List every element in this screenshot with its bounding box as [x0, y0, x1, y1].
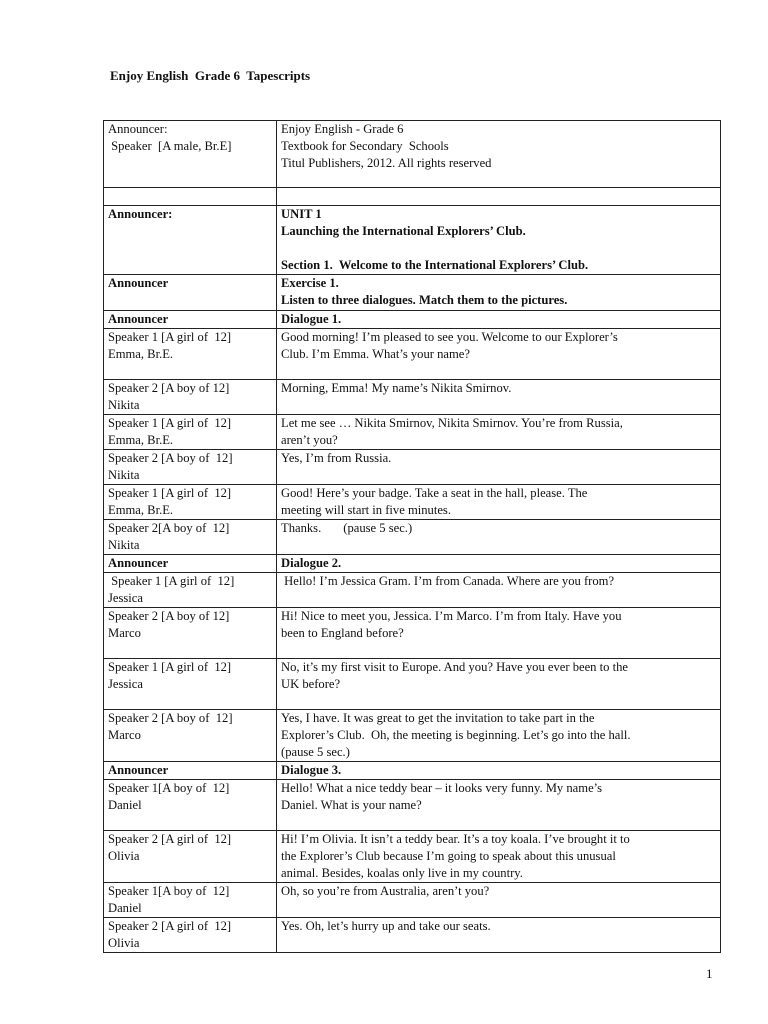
speaker-cell	[104, 555, 277, 573]
dialogue-line: Dialogue 1.	[281, 312, 342, 326]
dialogue-line: UNIT 1	[281, 207, 322, 221]
speaker-line	[108, 188, 272, 205]
document-title: Enjoy English Grade 6 Tapescripts	[110, 68, 311, 83]
dialogue-cell	[277, 710, 721, 762]
speaker-cell	[104, 883, 277, 918]
dialogue-cell	[277, 380, 721, 415]
dialogue-cell	[277, 762, 721, 780]
script-row	[104, 520, 721, 555]
dialogue-line: No, it’s my first visit to Europe. And you? Have you ever been to the	[281, 660, 628, 674]
speaker-line: Jessica	[108, 591, 143, 605]
speaker-cell	[104, 415, 277, 450]
script-row	[104, 206, 721, 275]
dialogue-line: Launching the International Explorers’ Club.	[281, 224, 526, 238]
script-row	[104, 555, 721, 573]
tapescript-table	[103, 120, 721, 953]
speaker-line: Speaker 1[A boy of 12]	[108, 781, 230, 795]
dialogue-line: UK before?	[281, 677, 341, 691]
page-number: 1	[706, 966, 713, 981]
dialogue-line: Club. I’m Emma. What’s your name?	[281, 347, 470, 361]
dialogue-line: Hi! Nice to meet you, Jessica. I’m Marco. I’m from Italy. Have you	[281, 609, 622, 623]
speaker-line: Speaker 2 [A girl of 12]	[108, 919, 232, 933]
dialogue-cell	[277, 573, 721, 608]
dialogue-line	[281, 240, 716, 257]
speaker-line: Speaker [A male, Br.E]	[108, 139, 232, 153]
speaker-cell	[104, 380, 277, 415]
speaker-line: Olivia	[108, 849, 140, 863]
script-row	[104, 762, 721, 780]
script-row	[104, 883, 721, 918]
speaker-cell	[104, 573, 277, 608]
dialogue-line: Thanks. (pause 5 sec.)	[281, 521, 413, 535]
speaker-cell	[104, 206, 277, 275]
script-row	[104, 121, 721, 188]
script-row	[104, 380, 721, 415]
speaker-cell	[104, 780, 277, 831]
speaker-cell	[104, 520, 277, 555]
speaker-line: Marco	[108, 728, 141, 742]
speaker-line: Speaker 2 [A boy of 12]	[108, 711, 233, 725]
script-row	[104, 311, 721, 329]
dialogue-line: (pause 5 sec.)	[281, 745, 350, 759]
dialogue-cell	[277, 450, 721, 485]
speaker-line: Speaker 2 [A girl of 12]	[108, 832, 232, 846]
dialogue-cell	[277, 121, 721, 188]
script-row	[104, 329, 721, 380]
dialogue-cell	[277, 188, 721, 206]
script-row	[104, 659, 721, 710]
speaker-line: Nikita	[108, 398, 140, 412]
dialogue-cell	[277, 555, 721, 573]
dialogue-line: Dialogue 2.	[281, 556, 342, 570]
speaker-cell	[104, 831, 277, 883]
dialogue-line: Good morning! I’m pleased to see you. Welcome to our Explorer’s	[281, 330, 618, 344]
speaker-cell	[104, 608, 277, 659]
script-row	[104, 831, 721, 883]
dialogue-line: Yes, I’m from Russia.	[281, 451, 392, 465]
script-row	[104, 415, 721, 450]
speaker-line: Nikita	[108, 538, 140, 552]
dialogue-cell	[277, 659, 721, 710]
speaker-line: Speaker 1 [A girl of 12]	[108, 330, 232, 344]
speaker-cell	[104, 311, 277, 329]
speaker-line: Speaker 1 [A girl of 12]	[108, 660, 232, 674]
speaker-cell	[104, 485, 277, 520]
speaker-line: Emma, Br.E.	[108, 433, 174, 447]
dialogue-line: aren’t you?	[281, 433, 338, 447]
dialogue-cell	[277, 520, 721, 555]
dialogue-line: Explorer’s Club. Oh, the meeting is beginning. Let’s go into the hall.	[281, 728, 631, 742]
dialogue-cell	[277, 311, 721, 329]
speaker-cell	[104, 659, 277, 710]
dialogue-line: Yes. Oh, let’s hurry up and take our seats.	[281, 919, 491, 933]
speaker-cell	[104, 762, 277, 780]
dialogue-line: Enjoy English - Grade 6	[281, 122, 404, 136]
script-row	[104, 275, 721, 311]
speaker-line: Olivia	[108, 936, 140, 950]
speaker-line: Announcer	[108, 312, 169, 326]
speaker-line: Announcer	[108, 763, 169, 777]
script-row	[104, 780, 721, 831]
script-row	[104, 710, 721, 762]
speaker-cell	[104, 275, 277, 311]
dialogue-line: Hi! I’m Olivia. It isn’t a teddy bear. It’s a toy koala. I’ve brought it to	[281, 832, 630, 846]
dialogue-cell	[277, 275, 721, 311]
dialogue-line: Exercise 1.	[281, 276, 339, 290]
speaker-line: Speaker 1 [A girl of 12]	[108, 416, 232, 430]
speaker-cell	[104, 329, 277, 380]
speaker-line: Speaker 2 [A boy of 12]	[108, 609, 230, 623]
script-row	[104, 573, 721, 608]
dialogue-line: been to England before?	[281, 626, 404, 640]
speaker-line: Speaker 2 [A boy of 12]	[108, 451, 233, 465]
dialogue-cell	[277, 780, 721, 831]
dialogue-cell	[277, 485, 721, 520]
speaker-cell	[104, 918, 277, 953]
dialogue-cell	[277, 918, 721, 953]
dialogue-line: the Explorer’s Club because I’m going to speak about this unusual	[281, 849, 616, 863]
speaker-cell	[104, 710, 277, 762]
speaker-line: Emma, Br.E.	[108, 347, 174, 361]
dialogue-line: Dialogue 3.	[281, 763, 342, 777]
speaker-line: Daniel	[108, 798, 142, 812]
dialogue-line: animal. Besides, koalas only live in my country.	[281, 866, 523, 880]
speaker-line: Speaker 1[A boy of 12]	[108, 884, 230, 898]
dialogue-line: Let me see … Nikita Smirnov, Nikita Smirnov. You’re from Russia,	[281, 416, 623, 430]
speaker-cell	[104, 121, 277, 188]
dialogue-line: Listen to three dialogues. Match them to the pictures.	[281, 293, 568, 307]
dialogue-line: Good! Here’s your badge. Take a seat in the hall, please. The	[281, 486, 588, 500]
dialogue-cell	[277, 831, 721, 883]
speaker-line: Speaker 2 [A boy of 12]	[108, 381, 230, 395]
dialogue-line: Titul Publishers, 2012. All rights reserved	[281, 156, 492, 170]
script-row	[104, 918, 721, 953]
dialogue-cell	[277, 415, 721, 450]
dialogue-cell	[277, 329, 721, 380]
speaker-line: Jessica	[108, 677, 143, 691]
dialogue-line: Textbook for Secondary Schools	[281, 139, 449, 153]
speaker-line: Announcer	[108, 556, 169, 570]
script-row	[104, 188, 721, 206]
speaker-line: Announcer	[108, 276, 169, 290]
dialogue-cell	[277, 608, 721, 659]
script-row	[104, 450, 721, 485]
speaker-line: Speaker 1 [A girl of 12]	[108, 574, 235, 588]
dialogue-cell	[277, 883, 721, 918]
dialogue-line: Section 1. Welcome to the International Explorers’ Club.	[281, 258, 589, 272]
dialogue-line	[281, 188, 716, 205]
dialogue-line: meeting will start in five minutes.	[281, 503, 451, 517]
speaker-line: Speaker 1 [A girl of 12]	[108, 486, 232, 500]
dialogue-line: Daniel. What is your name?	[281, 798, 422, 812]
speaker-line: Announcer:	[108, 207, 173, 221]
speaker-line: Marco	[108, 626, 141, 640]
tapescript-body	[104, 121, 721, 953]
speaker-line: Emma, Br.E.	[108, 503, 174, 517]
dialogue-line: Hello! I’m Jessica Gram. I’m from Canada. Where are you from?	[281, 574, 615, 588]
dialogue-line: Morning, Emma! My name’s Nikita Smirnov.	[281, 381, 512, 395]
speaker-line: Announcer:	[108, 122, 168, 136]
dialogue-line: Hello! What a nice teddy bear – it looks very funny. My name’s	[281, 781, 603, 795]
dialogue-cell	[277, 206, 721, 275]
speaker-line: Speaker 2[A boy of 12]	[108, 521, 230, 535]
script-row	[104, 608, 721, 659]
speaker-cell	[104, 450, 277, 485]
script-row	[104, 485, 721, 520]
dialogue-line: Yes, I have. It was great to get the invitation to take part in the	[281, 711, 595, 725]
speaker-line: Nikita	[108, 468, 140, 482]
speaker-cell	[104, 188, 277, 206]
dialogue-line: Oh, so you’re from Australia, aren’t you?	[281, 884, 490, 898]
speaker-line: Daniel	[108, 901, 142, 915]
